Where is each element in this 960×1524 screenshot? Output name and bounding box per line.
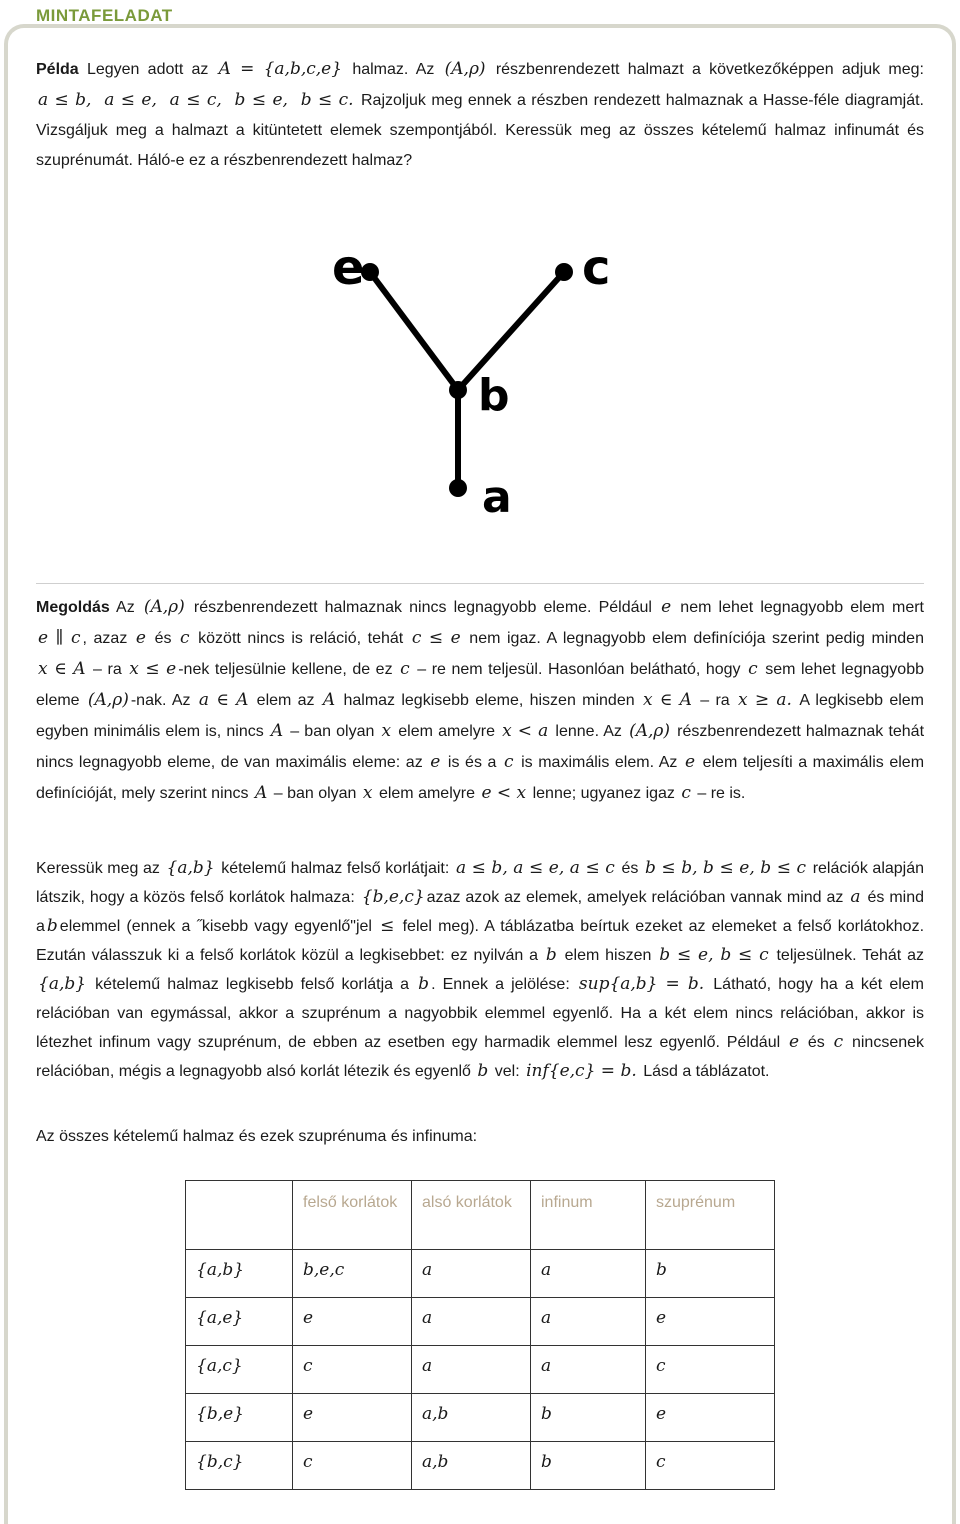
cell-upper: b,e,c — [293, 1250, 412, 1298]
text: relációk alapján látszik, hogy a közös felső korlátok halmaza: — [36, 860, 925, 906]
text: és — [807, 1034, 825, 1051]
table-intro: Az összes kételemű halmaz és ezek szuprénuma és infinuma: — [36, 1128, 478, 1145]
math-set-a: A = {a,b,c,e} — [218, 59, 343, 79]
math-poset: (A,ρ) — [87, 690, 129, 710]
table-header-row — [186, 1181, 775, 1250]
cell-upper: e — [293, 1394, 412, 1442]
cell-sup: e — [646, 1298, 775, 1346]
text: között nincs is reláció, tehát — [198, 630, 404, 647]
text: is és a — [447, 754, 497, 771]
math-b: b — [418, 974, 430, 994]
cell-lower: a — [412, 1250, 531, 1298]
text: sem lehet legnagyobb eleme — [36, 661, 924, 709]
math-c-le-e: c ≤ e — [411, 628, 461, 648]
text: – ra — [93, 661, 122, 678]
table-row — [186, 1298, 775, 1346]
cell-upper: c — [293, 1442, 412, 1490]
text: kételemű halmaz felső korlátjait: — [221, 860, 450, 877]
text: – ra — [700, 692, 730, 709]
text: részbenrendezett halmazt a következőképpen adjuk meg: — [495, 61, 924, 78]
table-row — [186, 1442, 775, 1490]
node-label-b: b — [478, 370, 510, 421]
cell-sup: c — [646, 1442, 775, 1490]
text: – ban olyan — [273, 785, 357, 802]
table-row — [186, 1250, 775, 1298]
text: és — [154, 630, 172, 647]
text: elem hiszen — [564, 947, 652, 964]
text: kételemű halmaz legkisebb felső korlátja a — [95, 976, 410, 993]
math-poset: (A,ρ) — [143, 597, 185, 617]
example-label: Példa — [36, 61, 79, 78]
math-set-ab: {a,b} — [38, 974, 87, 994]
header-empty — [186, 1181, 293, 1250]
math-e: e — [135, 628, 146, 648]
cell-inf: a — [531, 1298, 646, 1346]
cell-set: {a,b} — [186, 1250, 293, 1298]
math-b: b — [46, 916, 58, 936]
math-set-bec: {b,e,c} — [361, 887, 425, 907]
math-x-lt-a: x < a — [502, 721, 549, 741]
text: elem az — [256, 692, 315, 709]
text: A legkisebb elem egyben minimális elem is, nincs — [36, 692, 924, 740]
math-x: x — [381, 721, 392, 741]
cell-lower: a,b — [412, 1394, 531, 1442]
cell-lower: a — [412, 1346, 531, 1394]
cell-inf: b — [531, 1442, 646, 1490]
page-header-title: MINTAFELADAT — [36, 6, 173, 25]
math-le-sign: ≤ — [380, 916, 395, 936]
text: felel meg). A táblázatba beírtuk ezeket az elemeket a felső korlátokhoz. Ezután válasszuk ki a felső korlátok közül a legkisebbet: ez nyilván a — [36, 918, 925, 964]
math-e: e — [430, 752, 441, 772]
cell-inf: a — [531, 1346, 646, 1394]
edge-b-e — [370, 272, 458, 390]
node-c — [555, 263, 573, 281]
math-c: c — [503, 752, 514, 772]
text: azaz azok az elemek, amelyek relációban vannak mind az — [426, 889, 844, 906]
text: elem amelyre — [398, 723, 495, 740]
math-x-ge-a: x ≥ a. — [737, 690, 792, 710]
text: Az — [116, 599, 135, 616]
math-e: e — [684, 752, 696, 772]
sup-inf-table — [185, 1180, 775, 1490]
math-inf: inf{e,c} = b. — [526, 1061, 637, 1081]
math-c: c — [681, 783, 691, 803]
text: részbenrendezett halmaznak nincs legnagyobb eleme. Például — [193, 599, 652, 616]
cell-lower: a,b — [412, 1442, 531, 1490]
node-b — [449, 381, 467, 399]
math-poset: (A,ρ) — [629, 721, 671, 741]
math-a: a — [850, 887, 861, 907]
search-paragraph — [36, 854, 924, 1086]
text: Lásd a táblázatot. — [643, 1063, 770, 1080]
cell-lower: a — [412, 1298, 531, 1346]
header-upper-bounds: felső korlátok — [293, 1181, 412, 1250]
math-set-a: A — [254, 783, 268, 803]
text: elem amelyre — [378, 785, 475, 802]
text: lenne; ugyanez igaz — [532, 785, 675, 802]
node-label-e: e — [332, 240, 365, 296]
text: és mind a — [36, 889, 925, 935]
text: és — [621, 860, 639, 877]
cell-set: {b,e} — [186, 1394, 293, 1442]
text: -nek teljesülnie kellene, de ez — [178, 661, 393, 678]
solution-label: Megoldás — [36, 599, 110, 616]
math-e-par-c: e ∥ c — [38, 628, 81, 648]
math-sup: sup{a,b} = b. — [578, 974, 705, 994]
math-a-in-a: a ∈ A — [198, 690, 249, 710]
math-relations: a ≤ b, a ≤ e, a ≤ c, b ≤ e, b ≤ c. — [38, 90, 354, 110]
node-label-a: a — [482, 472, 512, 523]
header-infimum: infinum — [531, 1181, 646, 1250]
hasse-diagram — [318, 200, 644, 550]
math-c: c — [833, 1032, 844, 1052]
math-poset: (A,ρ) — [444, 59, 486, 79]
cell-sup: c — [646, 1346, 775, 1394]
cell-inf: b — [531, 1394, 646, 1442]
math-b: b — [545, 945, 557, 965]
math-set-a: A — [270, 721, 284, 741]
math-b-le-e-c: b ≤ e, b ≤ c — [659, 945, 769, 965]
header-supremum: szuprénum — [646, 1181, 775, 1250]
cell-inf: a — [531, 1250, 646, 1298]
text: nem lehet legnagyobb elem mert — [680, 599, 924, 616]
text: nincsenek relációban, mégis a legnagyobb alsó korlát létezik és egyenlő — [36, 1034, 925, 1080]
math-relations-a: a ≤ b, a ≤ e, a ≤ c — [455, 858, 615, 878]
math-x-in-a: x ∈ A — [38, 659, 86, 679]
text: elemmel (ennek a ˝kisebb vagy egyenlő"jel — [59, 918, 372, 935]
cell-set: {a,e} — [186, 1298, 293, 1346]
text: elem teljesíti a maximális elem definícióját, mely szerint nincs — [36, 754, 925, 802]
text: teljesülnek. Tehát az — [776, 947, 924, 964]
node-a — [449, 479, 467, 497]
section-divider — [36, 583, 924, 584]
node-label-c: c — [582, 240, 611, 296]
cell-sup: b — [646, 1250, 775, 1298]
math-e: e — [661, 597, 672, 617]
text: is maximális elem. Az — [521, 754, 678, 771]
table-row — [186, 1346, 775, 1394]
text: részbenrendezett halmaznak tehát nincs legnagyobb eleme, de van maximális eleme: az — [36, 723, 925, 771]
cell-upper: c — [293, 1346, 412, 1394]
math-e-lt-x: e < x — [481, 783, 527, 803]
text: vel: — [494, 1063, 520, 1080]
cell-set: {a,c} — [186, 1346, 293, 1394]
text: Rajzoljuk meg ennek a részben rendezett halmaznak a Hasse-féle diagramját. Vizsgáljuk meg a halmazt a kitüntetett elemek szempontjából. Keressük meg az összes kételemű halmaz infinumát és szuprénumát. Háló-e ez a részbenrendezett halmaz? — [36, 92, 924, 169]
math-c: c — [748, 659, 758, 679]
text: – ban olyan — [290, 723, 375, 740]
math-c: c — [180, 628, 190, 648]
hasse-diagram-svg — [318, 200, 644, 550]
math-set-a: A — [322, 690, 336, 710]
math-c: c — [400, 659, 410, 679]
math-x: x — [362, 783, 373, 803]
text: lenne. Az — [555, 723, 622, 740]
math-set-ab: {a,b} — [166, 858, 215, 878]
text: nem igaz. A legnagyobb elem definíciója szerint pedig minden — [469, 630, 924, 647]
text: halmaz. Az — [352, 61, 435, 78]
math-e: e — [788, 1032, 800, 1052]
table-row — [186, 1394, 775, 1442]
header-lower-bounds: alsó korlátok — [412, 1181, 531, 1250]
text: Legyen adott az — [86, 61, 209, 78]
math-x-le-e: x ≤ e — [129, 659, 177, 679]
math-x-in-a: x ∈ A — [642, 690, 692, 710]
example-paragraph — [36, 54, 924, 176]
math-relations-b: b ≤ b, b ≤ e, b ≤ c — [644, 858, 807, 878]
text: , azaz — [82, 630, 128, 647]
solution-paragraph — [36, 592, 924, 809]
cell-sup: e — [646, 1394, 775, 1442]
cell-upper: e — [293, 1298, 412, 1346]
text: Keressük meg az — [36, 860, 160, 877]
text: -nak. Az — [130, 692, 191, 709]
cell-set: {b,c} — [186, 1442, 293, 1490]
text: – re is. — [697, 785, 746, 802]
text: . Ennek a jelölése: — [431, 976, 570, 993]
edge-b-c — [458, 272, 564, 390]
math-b: b — [477, 1061, 489, 1081]
text: halmaz legkisebb eleme, hiszen minden — [343, 692, 635, 709]
text: – re nem teljesül. Hasonlóan belátható, hogy — [417, 661, 741, 678]
text: Látható, hogy ha a két elem relációban van egymással, akkor a szuprénum a nagyobbik elemmel egyenlő. Ha a két elem nincs relációban, akkor is létezhet infinum vagy szuprénum, de ebben az esetben egy harmadik elemmel lesz egyenlő. Például — [36, 976, 925, 1051]
